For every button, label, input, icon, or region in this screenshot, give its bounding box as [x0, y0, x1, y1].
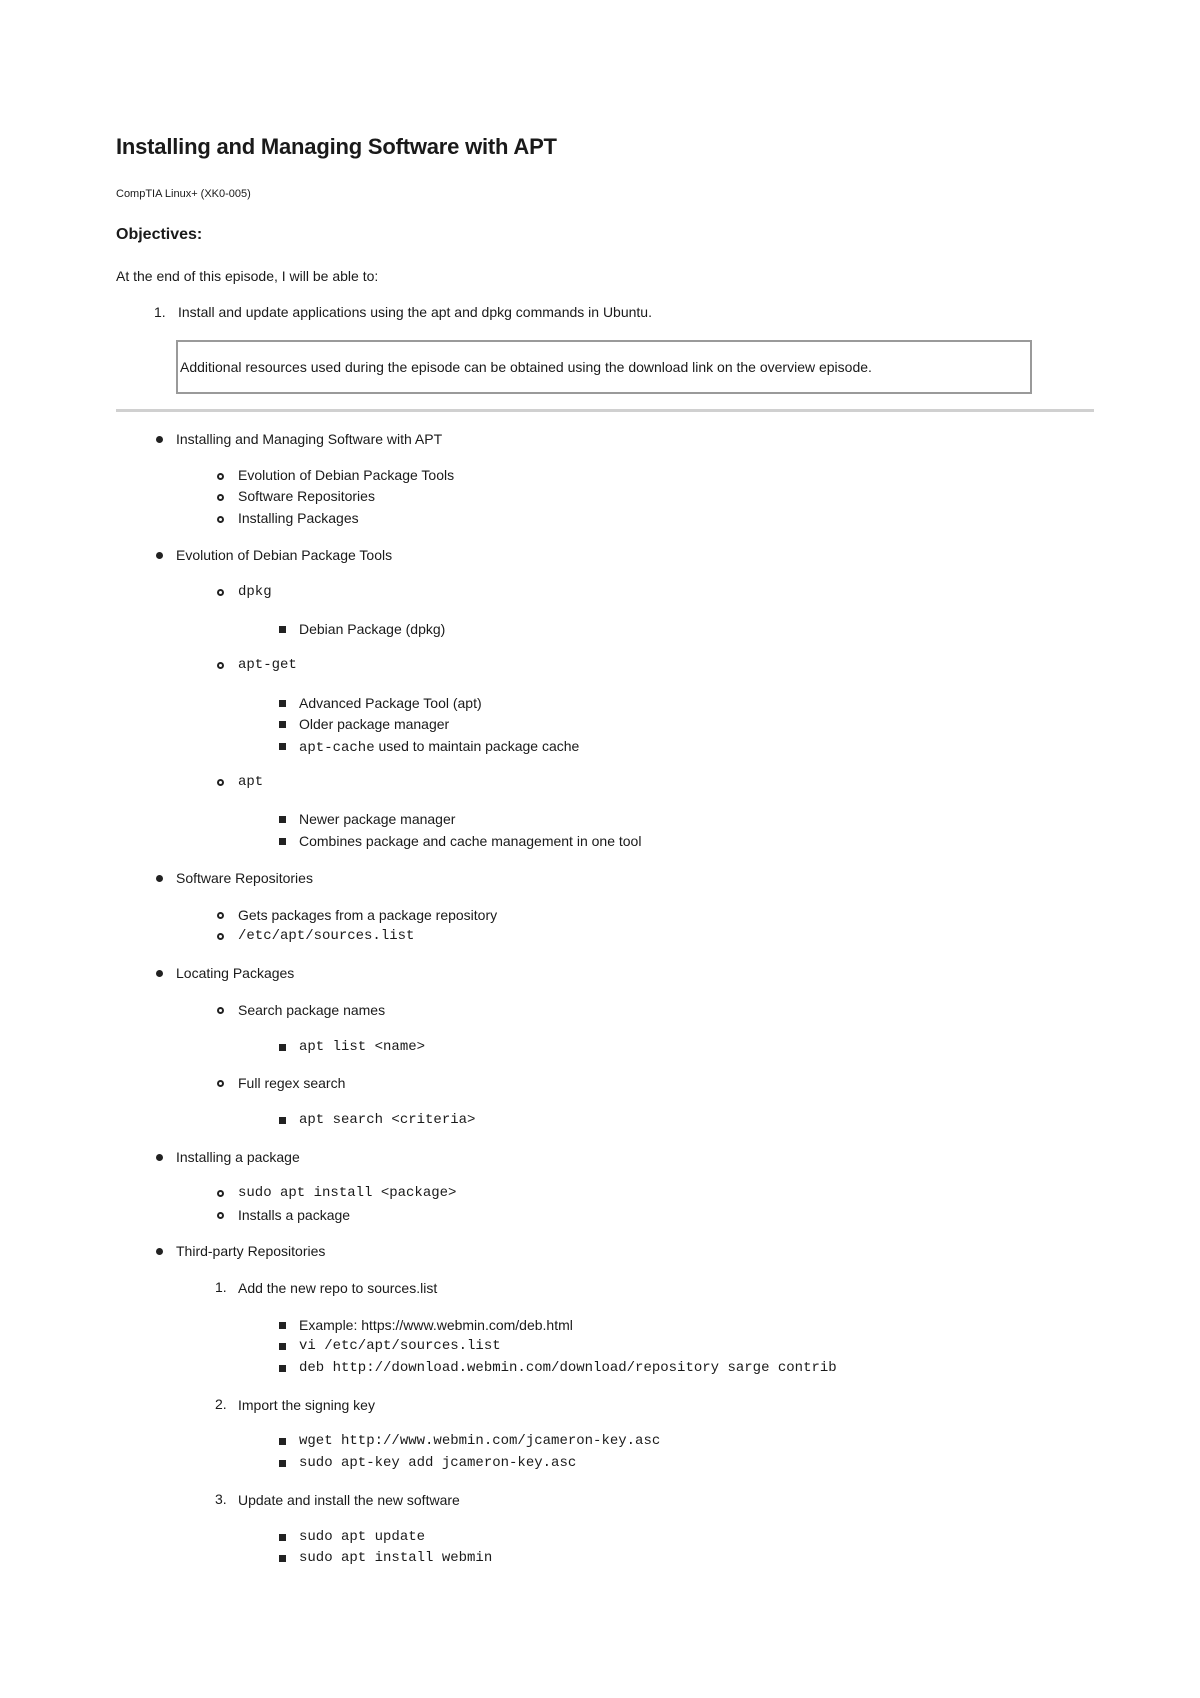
bullet-circle-icon [217, 1190, 224, 1197]
command-apt-key: sudo apt-key add jcameron-key.asc [299, 1455, 577, 1471]
outline-section-2: Evolution of Debian Package Tools [176, 547, 393, 563]
objective-number: 1. [154, 304, 166, 320]
step-number: 1. [215, 1279, 227, 1295]
bullet-disc-icon [156, 1154, 163, 1161]
bullet-circle-icon [217, 779, 224, 786]
bullet-square-icon [279, 1117, 286, 1124]
list-item [299, 737, 579, 757]
bullet-square-icon [279, 1044, 286, 1051]
command-install-webmin: sudo apt install webmin [299, 1550, 493, 1566]
bullet-disc-icon [156, 970, 163, 977]
bullet-circle-icon [217, 494, 224, 501]
outline-section-1: Installing and Managing Software with APT [176, 431, 443, 447]
bullet-square-icon [279, 721, 286, 728]
list-item: Software Repositories [238, 488, 375, 504]
outline-section-3: Software Repositories [176, 870, 313, 886]
list-item: Example: https://www.webmin.com/deb.html [299, 1317, 573, 1333]
bullet-disc-icon [156, 436, 163, 443]
bullet-square-icon [279, 1343, 286, 1350]
bullet-square-icon [279, 626, 286, 633]
list-item: Installing Packages [238, 510, 359, 526]
apt-cache-description: used to maintain package cache [374, 738, 580, 754]
bullet-circle-icon [217, 933, 224, 940]
bullet-square-icon [279, 1534, 286, 1541]
bullet-circle-icon [217, 1007, 224, 1014]
bullet-square-icon [279, 743, 286, 750]
page-title: Installing and Managing Software with APT [116, 134, 557, 159]
outline-section-5: Installing a package [176, 1149, 300, 1165]
bullet-square-icon [279, 838, 286, 845]
list-item: Gets packages from a package repository [238, 907, 498, 923]
list-item: Combines package and cache management in one tool [299, 833, 642, 849]
outline-section-6: Third-party Repositories [176, 1243, 326, 1259]
bullet-disc-icon [156, 552, 163, 559]
command-sources-list: /etc/apt/sources.list [238, 928, 415, 944]
objective-text: Install and update applications using the apt and dpkg commands in Ubuntu. [178, 304, 652, 320]
bullet-disc-icon [156, 1248, 163, 1255]
list-item: Advanced Package Tool (apt) [299, 695, 482, 711]
list-item: Evolution of Debian Package Tools [238, 467, 455, 483]
command-apt-search: apt search <criteria> [299, 1112, 476, 1128]
command-apt-cache: apt-cache [299, 740, 375, 756]
list-item: Search package names [238, 1002, 386, 1018]
step-number: 3. [215, 1491, 227, 1507]
bullet-square-icon [279, 816, 286, 823]
course-subtitle: CompTIA Linux+ (XK0-005) [116, 188, 251, 200]
list-item: Installs a package [238, 1207, 351, 1223]
bullet-circle-icon [217, 1080, 224, 1087]
bullet-square-icon [279, 1555, 286, 1562]
objectives-intro: At the end of this episode, I will be able to: [116, 268, 379, 284]
bullet-circle-icon [217, 473, 224, 480]
command-apt-list: apt list <name> [299, 1039, 426, 1055]
bullet-circle-icon [217, 662, 224, 669]
bullet-square-icon [279, 1322, 286, 1329]
step-number: 2. [215, 1396, 227, 1412]
list-item: Debian Package (dpkg) [299, 621, 446, 637]
bullet-circle-icon [217, 516, 224, 523]
bullet-square-icon [279, 700, 286, 707]
command-dpkg: dpkg [238, 584, 272, 600]
command-vi-sources: vi /etc/apt/sources.list [299, 1338, 501, 1354]
objectives-heading: Objectives: [116, 226, 203, 243]
command-apt: apt [238, 774, 264, 790]
step-3: Update and install the new software [238, 1492, 460, 1508]
step-1: Add the new repo to sources.list [238, 1280, 438, 1296]
step-2: Import the signing key [238, 1397, 375, 1413]
horizontal-divider [116, 409, 1094, 412]
list-item: Older package manager [299, 716, 450, 732]
bullet-disc-icon [156, 875, 163, 882]
bullet-circle-icon [217, 1212, 224, 1219]
resources-note-box: Additional resources used during the episode can be obtained using the download link on the overview episode. [176, 340, 1032, 394]
command-apt-update: sudo apt update [299, 1529, 426, 1545]
command-deb-line: deb http://download.webmin.com/download/repository sarge contrib [299, 1360, 837, 1376]
list-item: Newer package manager [299, 811, 456, 827]
outline-section-4: Locating Packages [176, 965, 295, 981]
bullet-circle-icon [217, 589, 224, 596]
list-item: Full regex search [238, 1075, 346, 1091]
command-apt-get: apt-get [238, 657, 297, 673]
command-wget-key: wget http://www.webmin.com/jcameron-key.asc [299, 1433, 661, 1449]
bullet-square-icon [279, 1438, 286, 1445]
bullet-circle-icon [217, 912, 224, 919]
bullet-square-icon [279, 1460, 286, 1467]
command-apt-install: sudo apt install <package> [238, 1185, 457, 1201]
bullet-square-icon [279, 1365, 286, 1372]
